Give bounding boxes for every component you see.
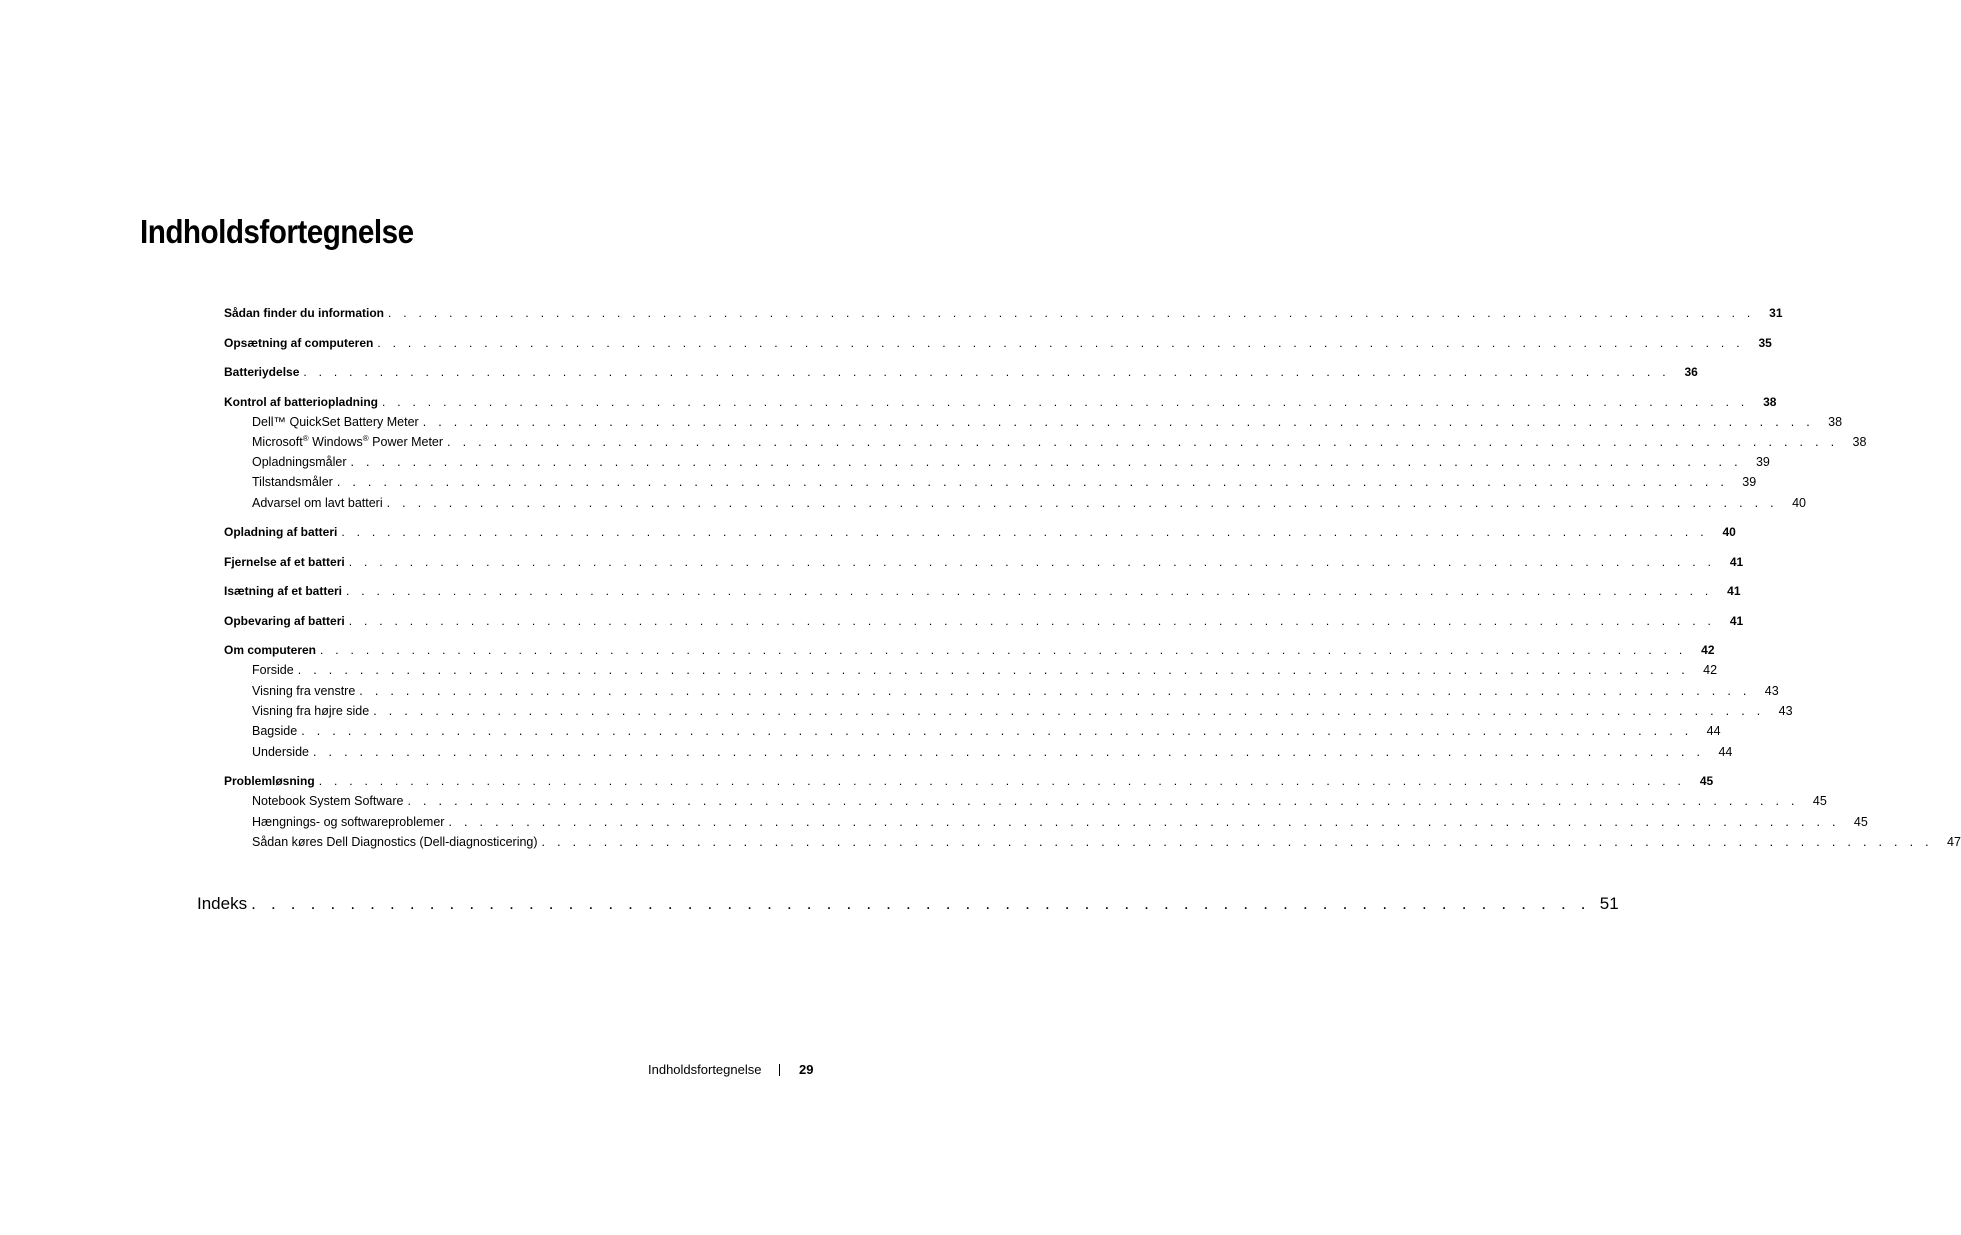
dot-leader: . . . . . . . . . . . . . . . . . . . . . . . . . . . . . . . . . . . . . . . . . . . . . . . . . . . . . . . . . . . . . . . . . . . . [251, 894, 1591, 913]
toc-entry[interactable] [224, 303, 1783, 323]
toc-page-number: 38 [1763, 394, 1777, 409]
toc-page-number: 44 [1706, 724, 1721, 739]
footer-section-title: Indholdsfortegnelse [648, 1062, 762, 1077]
dot-leader: . . . . . . . . . . . . . . . . . . . . . . . . . . . . . . . . . . . . . . . . . . . . . . . . . . . . . . . . . . . . . . . . . . . . . . . . . . . . . . . . . . . . . . . . . . [373, 704, 1765, 719]
dot-leader: . . . . . . . . . . . . . . . . . . . . . . . . . . . . . . . . . . . . . . . . . . . . . . . . . . . . . . . . . . . . . . . . . . . . . . . . . . . . . . . . . . . . . . . . . . [422, 414, 1815, 429]
toc-page-number: 31 [1769, 306, 1783, 320]
dot-leader: . . . . . . . . . . . . . . . . . . . . . . . . . . . . . . . . . . . . . . . . . . . . . . . . . . . . . . . . . . . . . . . . . . . . . . . . . . . . . . . . . . . . . . . . . . [341, 525, 1708, 540]
toc-entry[interactable] [224, 362, 1698, 382]
toc-subentry[interactable] [224, 493, 1806, 513]
page-title: Indholdsfortegnelse [140, 213, 414, 250]
toc-entry-label: Forside [252, 663, 294, 678]
dot-leader: . . . . . . . . . . . . . . . . . . . . . . . . . . . . . . . . . . . . . . . . . . . . . . . . . . . . . . . . . . . . . . . . . . . . . . . . . . . . . . . . . . . . . . . . . . [407, 794, 1799, 809]
footer-divider [779, 1064, 780, 1076]
toc-page-number: 38 [1852, 434, 1867, 449]
dot-leader: . . . . . . . . . . . . . . . . . . . . . . . . . . . . . . . . . . . . . . . . . . . . . . . . . . . . . . . . . . . . . . . . . . . . . . . . . . . . . . . . . . . . . . . . . . [382, 394, 1749, 409]
toc-entry-label: Isætning af et batteri [224, 584, 343, 599]
toc-entry[interactable] [224, 552, 1744, 572]
toc-page-number: 41 [1727, 584, 1741, 599]
dot-leader: . . . . . . . . . . . . . . . . . . . . . . . . . . . . . . . . . . . . . . . . . . . . . . . . . . . . . . . . . . . . . . . . . . . . . . . . . . . . . . . . . . . . . . . . . . [303, 365, 1670, 379]
toc-entry-label: Bagside [252, 724, 298, 739]
toc-subentry[interactable] [224, 432, 1867, 452]
toc-page-number: 41 [1729, 554, 1744, 569]
toc-entry-label: Advarsel om lavt batteri [252, 495, 383, 510]
toc-subentry[interactable] [224, 412, 1843, 432]
dot-leader: . . . . . . . . . . . . . . . . . . . . . . . . . . . . . . . . . . . . . . . . . . . . . . . . . . . . . . . . . . . . . . . . . . . . . . . . . . . . . . . . . . . . . . . . . . [297, 663, 1690, 678]
toc-page-number: 43 [1778, 704, 1793, 719]
dot-leader: . . . . . . . . . . . . . . . . . . . . . . . . . . . . . . . . . . . . . . . . . . . . . . . . . . . . . . . . . . . . . . . . . . . . . . . . . . . . . . . . . . . . . . . . . . [359, 683, 1751, 698]
toc-entry[interactable] [224, 611, 1744, 631]
toc-entry-label: Visning fra venstre [252, 683, 356, 698]
toc-subentry[interactable] [224, 812, 1868, 832]
toc-subentry[interactable] [224, 721, 1721, 741]
toc-page-number: 41 [1729, 613, 1744, 628]
dot-leader: . . . . . . . . . . . . . . . . . . . . . . . . . . . . . . . . . . . . . . . . . . . . . . . . . . . . . . . . . . . . . . . . . . . . . . . . . . . . . . . . . . . . . . . . . . [348, 554, 1716, 569]
dot-leader: . . . . . . . . . . . . . . . . . . . . . . . . . . . . . . . . . . . . . . . . . . . . . . . . . . . . . . . . . . . . . . . . . . . . . . . . . . . . . . . . . . . . . . . . . . [346, 584, 1713, 599]
dot-leader: . . . . . . . . . . . . . . . . . . . . . . . . . . . . . . . . . . . . . . . . . . . . . . . . . . . . . . . . . . . . . . . . . . . . . . . . . . . . . . . . . . . . . . . . . . [541, 835, 1933, 850]
footer-page-number: 29 [799, 1062, 814, 1077]
dot-leader: . . . . . . . . . . . . . . . . . . . . . . . . . . . . . . . . . . . . . . . . . . . . . . . . . . . . . . . . . . . . . . . . . . . . . . . . . . . . . . . . . . . . . . . . . . [348, 613, 1716, 628]
toc-entry-label: Kontrol af batteriopladning [224, 394, 378, 409]
toc-entry-label: Fjernelse af et batteri [224, 554, 345, 569]
toc-page-number: 47 [1947, 835, 1961, 850]
toc-entry-label: Opladningsmåler [252, 455, 347, 470]
toc-page-number: 40 [1792, 495, 1806, 510]
toc-entry-label: Underside [252, 744, 309, 759]
toc-subentry[interactable] [224, 472, 1757, 492]
toc-page-number: 51 [1599, 894, 1619, 913]
toc-page-number: 45 [1812, 794, 1827, 809]
toc-subentry[interactable] [224, 452, 1770, 472]
toc-entry[interactable] [224, 522, 1736, 542]
toc-subentry[interactable] [224, 701, 1793, 721]
toc-page-number: 42 [1701, 643, 1715, 658]
toc-page-number: 39 [1755, 455, 1770, 470]
toc-entry-label: Opsætning af computeren [224, 335, 374, 350]
toc-page-number: 36 [1684, 365, 1698, 379]
toc-entry-label: Om computeren [224, 643, 317, 658]
toc-entry-label: Hængnings- og softwareproblemer [252, 814, 445, 829]
dot-leader: . . . . . . . . . . . . . . . . . . . . . . . . . . . . . . . . . . . . . . . . . . . . . . . . . . . . . . . . . . . . . . . . . . . . . . . . . . . . . . . . . . . . . . . . . . [377, 335, 1744, 350]
toc-entry-label: Opladning af batteri [224, 525, 338, 540]
toc-page-number: 45 [1699, 774, 1714, 789]
toc-entry-label: Tilstandsmåler [252, 475, 333, 490]
dot-leader: . . . . . . . . . . . . . . . . . . . . . . . . . . . . . . . . . . . . . . . . . . . . . . . . . . . . . . . . . . . . . . . . . . . . . . . . . . . . . . . . . . . . . . . . . . [318, 774, 1686, 789]
toc-page-number: 44 [1718, 744, 1733, 759]
dot-leader: . . . . . . . . . . . . . . . . . . . . . . . . . . . . . . . . . . . . . . . . . . . . . . . . . . . . . . . . . . . . . . . . . . . . . . . . . . . . . . . . . . . . . . . . . . [312, 744, 1705, 759]
toc-subentry[interactable] [224, 832, 1961, 852]
toc-page-number: 38 [1828, 414, 1843, 429]
toc-index-entry[interactable] [197, 894, 1619, 914]
toc-entry[interactable] [224, 333, 1772, 353]
toc-page-number: 42 [1703, 663, 1718, 678]
toc-entry-label: Problemløsning [224, 774, 315, 789]
toc-entry[interactable] [224, 640, 1715, 660]
toc-page-number: 39 [1742, 475, 1757, 490]
toc-page-number: 40 [1722, 525, 1736, 540]
toc-subentry[interactable] [224, 660, 1718, 680]
toc-subentry[interactable] [224, 681, 1779, 701]
toc-entry-label: Visning fra højre side [252, 704, 370, 719]
dot-leader: . . . . . . . . . . . . . . . . . . . . . . . . . . . . . . . . . . . . . . . . . . . . . . . . . . . . . . . . . . . . . . . . . . . . . . . . . . . . . . . . . . . . . . . . . . [320, 643, 1687, 658]
toc-entry-label: Batteriydelse [224, 365, 300, 379]
toc-entry[interactable] [224, 392, 1777, 412]
table-of-contents [224, 303, 1961, 852]
toc-entry[interactable] [224, 771, 1714, 791]
dot-leader: . . . . . . . . . . . . . . . . . . . . . . . . . . . . . . . . . . . . . . . . . . . . . . . . . . . . . . . . . . . . . . . . . . . . . . . . . . . . . . . . . . . . . . . . . . [336, 475, 1729, 490]
toc-entry[interactable] [224, 581, 1741, 601]
toc-entry-label: Opbevaring af batteri [224, 613, 345, 628]
dot-leader: . . . . . . . . . . . . . . . . . . . . . . . . . . . . . . . . . . . . . . . . . . . . . . . . . . . . . . . . . . . . . . . . . . . . . . . . . . . . . . . . . . . . . . . . . . [350, 455, 1742, 470]
toc-page-number: 35 [1758, 335, 1772, 350]
toc-subentry[interactable] [224, 791, 1827, 811]
toc-entry-label: Microsoft® Windows® Power Meter [252, 433, 444, 449]
toc-page-number: 45 [1853, 814, 1868, 829]
dot-leader: . . . . . . . . . . . . . . . . . . . . . . . . . . . . . . . . . . . . . . . . . . . . . . . . . . . . . . . . . . . . . . . . . . . . . . . . . . . . . . . . . . . . . . . . . . [447, 434, 1839, 449]
toc-entry-label: Dell™ QuickSet Battery Meter [252, 414, 419, 429]
toc-entry-label: Indeks [197, 894, 248, 913]
dot-leader: . . . . . . . . . . . . . . . . . . . . . . . . . . . . . . . . . . . . . . . . . . . . . . . . . . . . . . . . . . . . . . . . . . . . . . . . . . . . . . . . . . . . . . . . . . [301, 724, 1693, 739]
toc-entry-label: Sådan finder du information [224, 306, 385, 320]
toc-entry-label: Sådan køres Dell Diagnostics (Dell-diagnosticering) [252, 835, 538, 850]
dot-leader: . . . . . . . . . . . . . . . . . . . . . . . . . . . . . . . . . . . . . . . . . . . . . . . . . . . . . . . . . . . . . . . . . . . . . . . . . . . . . . . . . . . . . . . . . . [386, 495, 1778, 510]
dot-leader: . . . . . . . . . . . . . . . . . . . . . . . . . . . . . . . . . . . . . . . . . . . . . . . . . . . . . . . . . . . . . . . . . . . . . . . . . . . . . . . . . . . . . . . . . . [448, 814, 1840, 829]
toc-subentry[interactable] [224, 742, 1733, 762]
toc-entry-label: Notebook System Software [252, 794, 404, 809]
dot-leader: . . . . . . . . . . . . . . . . . . . . . . . . . . . . . . . . . . . . . . . . . . . . . . . . . . . . . . . . . . . . . . . . . . . . . . . . . . . . . . . . . . . . . . . . . . [388, 306, 1755, 320]
toc-page-number: 43 [1764, 683, 1779, 698]
